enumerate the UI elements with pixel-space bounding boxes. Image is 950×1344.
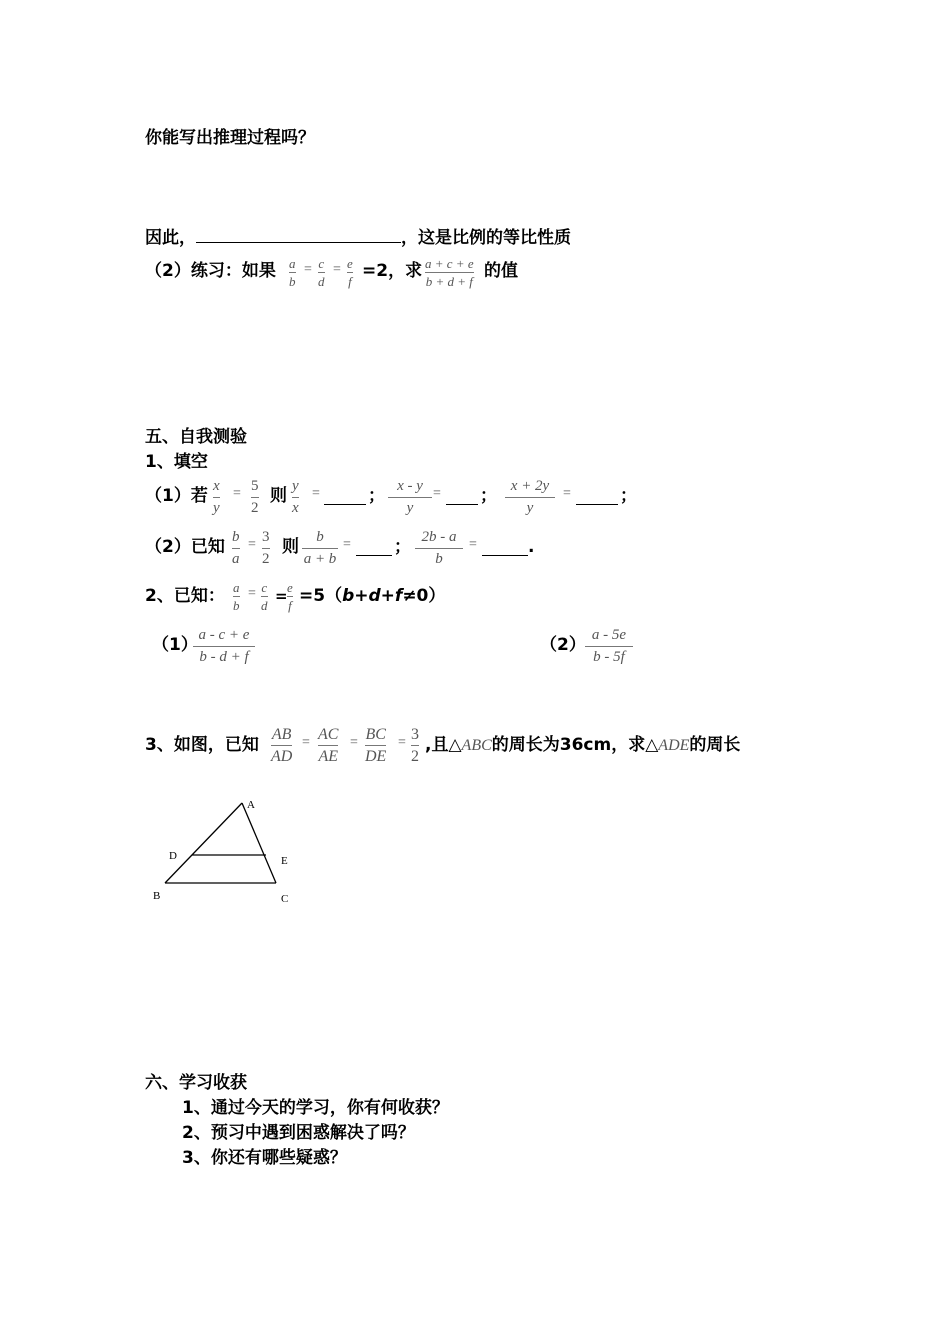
frac-den: d [318, 274, 325, 289]
frac-num: AC [318, 726, 339, 743]
frac-5-2 [251, 477, 259, 518]
frac-y-x [292, 477, 299, 518]
side-ac [242, 803, 276, 883]
equals-sign: = [333, 262, 341, 277]
frac-num: a [289, 256, 296, 271]
q3-mid: ,且△ [425, 735, 462, 755]
q1-2-prefix: （2）已知 [145, 537, 225, 557]
q2-condition [299, 585, 445, 607]
side-ab [165, 803, 242, 883]
frac-den: AE [318, 748, 338, 765]
triangle-figure [145, 795, 305, 910]
frac-num: x - y [397, 478, 423, 494]
frac-c-d [261, 580, 268, 613]
equals-sign: = [233, 486, 241, 501]
triangle-abc-label: ABC [461, 737, 492, 754]
frac-den: b [289, 274, 296, 289]
separator: ； [480, 486, 497, 506]
practice-frac-e-f [347, 256, 353, 289]
frac-xminusy-y [388, 477, 432, 518]
reflection-item: 1、通过今天的学习，你有何收获？ [182, 1098, 449, 1118]
frac-den: f [288, 598, 292, 613]
frac-den: b [233, 598, 240, 613]
frac-num: 2b - a [421, 529, 457, 545]
frac-num: c [318, 256, 325, 271]
frac-AB-AD [271, 725, 292, 766]
label-e: E [281, 855, 288, 867]
q3-mid2: 的周长为36cm，求△ [491, 735, 659, 755]
frac-AC-AE [318, 725, 338, 766]
intro-question: 你能写出推理过程吗？ [145, 128, 315, 148]
q2-part1-frac [193, 626, 255, 667]
end-mark: . [528, 537, 535, 557]
therefore-line [145, 226, 571, 249]
q3-prefix: 3、如图，已知 [145, 735, 259, 755]
separator: ； [368, 486, 385, 506]
q3-end: 的周长 [689, 735, 741, 755]
answer-blank[interactable] [576, 488, 618, 505]
q3-statement [425, 734, 740, 757]
practice-frac-a-b [289, 256, 296, 289]
answer-blank[interactable] [482, 539, 528, 556]
q1-1-then: 则 [270, 486, 287, 506]
practice-prefix: （2）练习：如果 [145, 261, 276, 281]
therefore-blank [196, 226, 401, 243]
condition-expr: b+d+f [342, 586, 403, 606]
frac-num: a - 5e [591, 627, 627, 643]
frac-num: x + 2y [510, 478, 550, 494]
equals-sign: = [248, 537, 256, 552]
frac-num: BC [365, 726, 386, 743]
q2-part1-label: （1） [152, 635, 198, 655]
frac-den: y [406, 500, 414, 516]
condition-end: ≠0） [402, 586, 446, 606]
q2-prefix: 2、已知： [145, 586, 225, 606]
equals-sign: = [302, 735, 310, 750]
separator: ； [394, 537, 411, 557]
q1-2-then: 则 [282, 537, 299, 557]
frac-num: 5 [251, 478, 259, 494]
q2-part2-label: （2） [540, 635, 586, 655]
q2-part2-frac [585, 626, 633, 667]
section5-title: 五、自我测验 [145, 427, 247, 447]
frac-den: d [261, 598, 268, 613]
equals-sign: = [350, 735, 358, 750]
frac-den: b [435, 551, 443, 567]
label-d: D [169, 850, 177, 862]
q1-title: 1、填空 [145, 452, 208, 472]
eq-five: =5（ [299, 586, 343, 606]
practice-target-frac [425, 256, 474, 289]
triangle-ade-label: ADE [658, 737, 690, 754]
reflection-item: 2、预习中遇到困惑解决了吗？ [182, 1123, 415, 1143]
frac-den: 2 [262, 551, 270, 567]
equals-sign: = [398, 735, 406, 750]
frac-num: b [316, 529, 324, 545]
q1-1-prefix: （1）若 [145, 486, 208, 506]
frac-3-2 [262, 528, 270, 569]
answer-blank[interactable] [446, 488, 478, 505]
frac-num: y [292, 478, 299, 494]
frac-den: b + d + f [425, 274, 473, 289]
label-b: B [153, 890, 161, 902]
frac-2bminusa-b [415, 528, 463, 569]
frac-den: y [213, 500, 220, 516]
frac-b-a [232, 528, 240, 569]
equals-sign: = [563, 486, 571, 501]
frac-num: a - c + e [198, 627, 250, 643]
section6-title: 六、学习收获 [145, 1073, 247, 1093]
practice-suffix: 的值 [484, 261, 518, 281]
equals-sign: = [469, 537, 477, 552]
frac-a-b [233, 580, 240, 613]
equals-sign: = [433, 486, 441, 501]
frac-xplus2y-y [505, 477, 555, 518]
frac-x-y [213, 477, 220, 518]
practice-eq-two: =2，求 [362, 261, 423, 281]
frac-num: e [287, 580, 293, 595]
frac-e-f [287, 580, 293, 613]
equals-sign: = [248, 586, 256, 601]
equals-sign: = [304, 262, 312, 277]
frac-num: b [232, 529, 240, 545]
frac-b-aplusb [302, 528, 338, 569]
frac-num: x [213, 478, 220, 494]
reflection-item: 3、你还有哪些疑惑？ [182, 1148, 347, 1168]
frac-num: AB [271, 726, 292, 743]
equals-sign: = [275, 587, 288, 605]
frac-den: b - d + f [199, 649, 249, 665]
frac-num: c [261, 580, 268, 595]
frac-den: DE [365, 748, 387, 765]
frac-den: 2 [411, 748, 419, 765]
end-mark: ； [620, 486, 637, 506]
equals-sign: = [312, 486, 320, 501]
frac-num: 3 [411, 726, 419, 743]
answer-blank[interactable] [324, 488, 366, 505]
frac-3-2 [411, 725, 419, 766]
frac-den: x [292, 500, 299, 516]
frac-den: y [526, 500, 534, 516]
label-a: A [247, 799, 255, 811]
answer-blank[interactable] [356, 539, 392, 556]
therefore-suffix: ，这是比例的等比性质 [401, 228, 571, 248]
frac-den: f [348, 274, 352, 289]
frac-den: a + b [303, 551, 337, 567]
frac-den: 2 [251, 500, 259, 516]
practice-frac-c-d [318, 256, 325, 289]
frac-num: e [347, 256, 353, 271]
label-c: C [281, 893, 289, 905]
frac-num: 3 [262, 529, 270, 545]
frac-num: a + c + e [425, 256, 474, 271]
frac-BC-DE [365, 725, 386, 766]
frac-den: a [232, 551, 240, 567]
frac-den: b - 5f [593, 649, 625, 665]
equals-sign: = [343, 537, 351, 552]
frac-num: a [233, 580, 240, 595]
therefore-prefix: 因此， [145, 228, 196, 248]
frac-den: AD [271, 748, 293, 765]
